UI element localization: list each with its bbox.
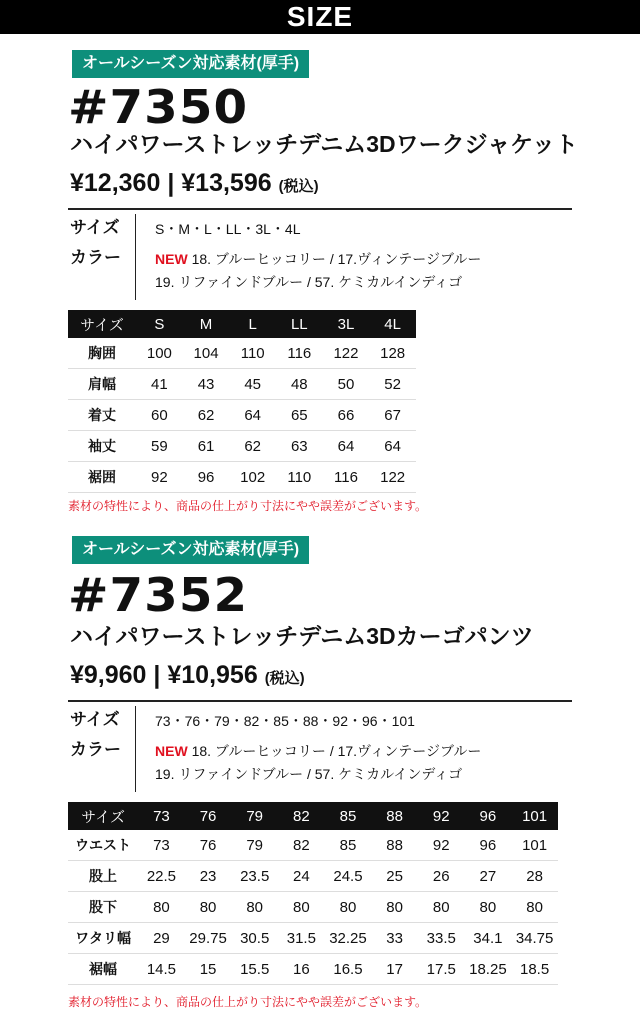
table-cell: 64 <box>323 431 370 462</box>
table-row <box>68 462 416 493</box>
table-header-size: 76 <box>185 802 232 830</box>
table-cell: 15 <box>185 954 232 985</box>
product-name: ハイパワーストレッチデニム3Dワークジャケット <box>70 131 579 157</box>
size-table <box>68 802 558 985</box>
table-cell: 122 <box>369 462 416 493</box>
row-label: 裾幅 <box>68 954 138 985</box>
table-header-size: 96 <box>465 802 512 830</box>
color-label: カラー <box>70 248 121 267</box>
table-cell: 110 <box>276 462 323 493</box>
color-line1: 18. ブルーヒッコリー / 17.ヴィンテージブルー <box>191 743 482 759</box>
table-row <box>68 830 558 861</box>
size-note: 素材の特性により、商品の仕上がり寸法にやや誤差がございます。 <box>68 499 428 513</box>
color-list-line2: 19. リファインドブルー / 57. ケミカルインディゴ <box>155 274 463 290</box>
table-cell: 80 <box>231 892 278 923</box>
table-cell: 100 <box>136 338 183 369</box>
table-cell: 64 <box>229 400 276 431</box>
size-list: 73・76・79・82・85・88・92・96・101 <box>155 713 415 729</box>
table-cell: 34.1 <box>465 923 512 954</box>
new-badge: NEW <box>155 251 188 267</box>
table-cell: 88 <box>371 830 418 861</box>
table-cell: 73 <box>138 830 185 861</box>
size-label: サイズ <box>70 218 120 237</box>
season-badge: オールシーズン対応素材(厚手) <box>72 50 309 78</box>
table-cell: 60 <box>136 400 183 431</box>
table-cell: 16 <box>278 954 325 985</box>
row-label: 裾囲 <box>68 462 136 493</box>
table-cell: 61 <box>183 431 230 462</box>
table-cell: 18.25 <box>465 954 512 985</box>
table-cell: 79 <box>231 830 278 861</box>
table-header-size: L <box>229 310 276 338</box>
price-values: ¥9,960 | ¥10,956 <box>70 661 258 689</box>
table-cell: 33.5 <box>418 923 465 954</box>
tax-note: (税込) <box>278 178 319 195</box>
table-header-label: サイズ <box>68 802 138 830</box>
table-header-size: 92 <box>418 802 465 830</box>
table-cell: 48 <box>276 369 323 400</box>
table-cell: 76 <box>185 830 232 861</box>
table-header-size: 85 <box>325 802 372 830</box>
table-header-size: 88 <box>371 802 418 830</box>
table-cell: 80 <box>465 892 512 923</box>
table-cell: 96 <box>465 830 512 861</box>
size-list: S・M・L・LL・3L・4L <box>155 221 301 237</box>
table-row <box>68 431 416 462</box>
table-cell: 16.5 <box>325 954 372 985</box>
size-note: 素材の特性により、商品の仕上がり寸法にやや誤差がございます。 <box>68 995 428 1009</box>
table-cell: 17 <box>371 954 418 985</box>
table-cell: 80 <box>138 892 185 923</box>
row-label: 股上 <box>68 861 138 892</box>
color-list-line2: 19. リファインドブルー / 57. ケミカルインディゴ <box>155 766 463 782</box>
table-cell: 23 <box>185 861 232 892</box>
vertical-divider <box>135 214 136 300</box>
table-cell: 28 <box>511 861 558 892</box>
table-header-size: 73 <box>138 802 185 830</box>
table-cell: 102 <box>229 462 276 493</box>
vertical-divider <box>135 706 136 792</box>
table-cell: 82 <box>278 830 325 861</box>
color-line1: 18. ブルーヒッコリー / 17.ヴィンテージブルー <box>191 251 482 267</box>
table-cell: 62 <box>229 431 276 462</box>
row-label: 袖丈 <box>68 431 136 462</box>
table-cell: 92 <box>136 462 183 493</box>
size-header: SIZE <box>0 0 640 34</box>
color-list-line1 <box>155 740 481 762</box>
color-label: カラー <box>70 740 121 759</box>
table-cell: 34.75 <box>511 923 558 954</box>
tax-note: (税込) <box>264 670 305 687</box>
table-cell: 29.75 <box>185 923 232 954</box>
table-cell: 17.5 <box>418 954 465 985</box>
table-cell: 43 <box>183 369 230 400</box>
color-list-line1 <box>155 248 481 270</box>
row-label: ワタリ幅 <box>68 923 138 954</box>
table-cell: 80 <box>418 892 465 923</box>
price-values: ¥12,360 | ¥13,596 <box>70 169 272 197</box>
table-cell: 23.5 <box>231 861 278 892</box>
table-cell: 128 <box>369 338 416 369</box>
row-label: 肩幅 <box>68 369 136 400</box>
table-cell: 110 <box>229 338 276 369</box>
table-cell: 96 <box>183 462 230 493</box>
table-cell: 32.25 <box>325 923 372 954</box>
table-cell: 66 <box>323 400 370 431</box>
table-header-size: 3L <box>323 310 370 338</box>
table-cell: 14.5 <box>138 954 185 985</box>
table-header-size: 4L <box>369 310 416 338</box>
table-cell: 116 <box>323 462 370 493</box>
table-cell: 50 <box>323 369 370 400</box>
table-row <box>68 892 558 923</box>
product-price <box>70 168 319 202</box>
product-name: ハイパワーストレッチデニム3Dカーゴパンツ <box>70 623 534 649</box>
table-cell: 64 <box>369 431 416 462</box>
table-header-size: M <box>183 310 230 338</box>
table-cell: 80 <box>511 892 558 923</box>
table-header-label: サイズ <box>68 310 136 338</box>
table-cell: 80 <box>185 892 232 923</box>
table-cell: 24.5 <box>325 861 372 892</box>
table-cell: 18.5 <box>511 954 558 985</box>
table-cell: 63 <box>276 431 323 462</box>
table-cell: 29 <box>138 923 185 954</box>
table-row <box>68 369 416 400</box>
row-label: ウエスト <box>68 830 138 861</box>
table-row <box>68 338 416 369</box>
divider <box>68 208 572 210</box>
table-cell: 24 <box>278 861 325 892</box>
table-cell: 101 <box>511 830 558 861</box>
table-cell: 22.5 <box>138 861 185 892</box>
table-header-size: 79 <box>231 802 278 830</box>
size-label: サイズ <box>70 710 120 729</box>
table-row <box>68 954 558 985</box>
table-cell: 41 <box>136 369 183 400</box>
table-cell: 80 <box>278 892 325 923</box>
table-cell: 33 <box>371 923 418 954</box>
table-cell: 45 <box>229 369 276 400</box>
row-label: 胸囲 <box>68 338 136 369</box>
table-cell: 65 <box>276 400 323 431</box>
table-header-size: LL <box>276 310 323 338</box>
table-cell: 52 <box>369 369 416 400</box>
row-label: 着丈 <box>68 400 136 431</box>
size-table <box>68 310 416 493</box>
table-header-size: S <box>136 310 183 338</box>
product-price <box>70 660 305 694</box>
table-cell: 25 <box>371 861 418 892</box>
table-row <box>68 923 558 954</box>
table-cell: 80 <box>371 892 418 923</box>
table-cell: 116 <box>276 338 323 369</box>
table-row <box>68 861 558 892</box>
table-cell: 85 <box>325 830 372 861</box>
table-cell: 80 <box>325 892 372 923</box>
table-header-size: 101 <box>511 802 558 830</box>
table-cell: 122 <box>323 338 370 369</box>
table-cell: 67 <box>369 400 416 431</box>
product-number: #7350 <box>68 80 249 134</box>
divider <box>68 700 572 702</box>
new-badge: NEW <box>155 743 188 759</box>
table-header-size: 82 <box>278 802 325 830</box>
season-badge: オールシーズン対応素材(厚手) <box>72 536 309 564</box>
row-label: 股下 <box>68 892 138 923</box>
product-number: #7352 <box>68 568 249 622</box>
table-cell: 62 <box>183 400 230 431</box>
table-cell: 104 <box>183 338 230 369</box>
table-cell: 30.5 <box>231 923 278 954</box>
table-cell: 92 <box>418 830 465 861</box>
table-cell: 27 <box>465 861 512 892</box>
table-cell: 31.5 <box>278 923 325 954</box>
table-cell: 15.5 <box>231 954 278 985</box>
table-cell: 59 <box>136 431 183 462</box>
table-row <box>68 400 416 431</box>
table-cell: 26 <box>418 861 465 892</box>
